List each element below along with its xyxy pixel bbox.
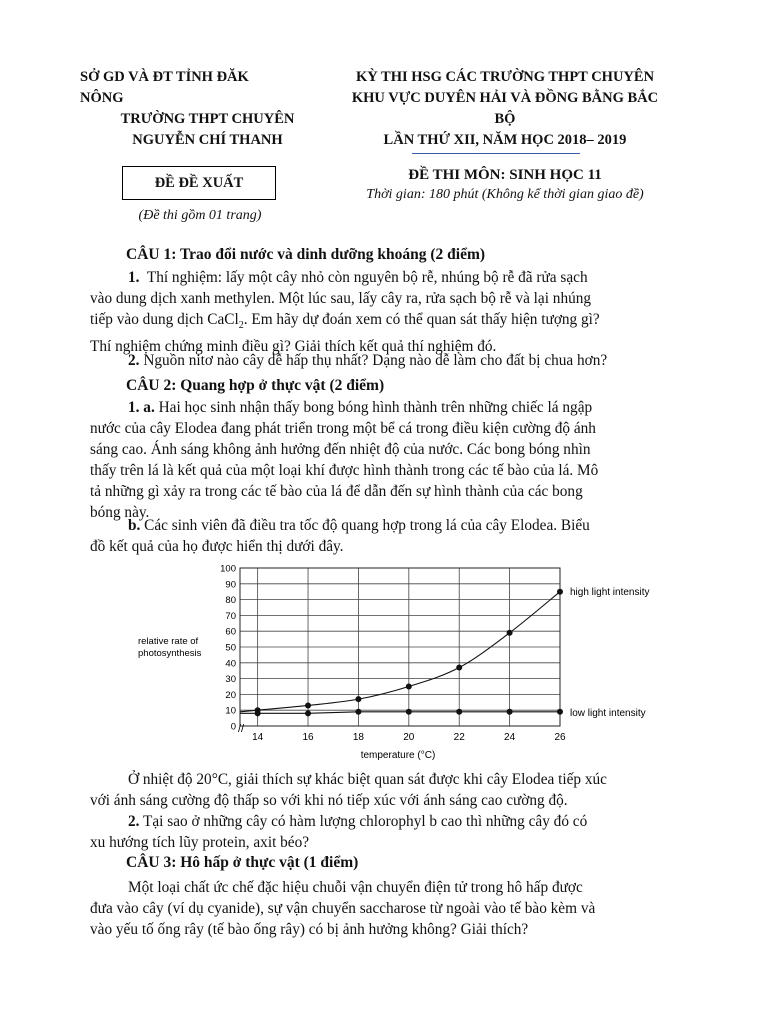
question-2-part-2 bbox=[90, 811, 695, 853]
time-note: Thời gian: 180 phút (Không kể thời gian giao đề) bbox=[366, 187, 644, 202]
q2-b-number: b. bbox=[128, 517, 141, 534]
q2-p2-line2: xu hướng tích lũy protein, axit béo? bbox=[90, 834, 310, 851]
school-line1: TRƯỜNG THPT CHUYÊN bbox=[120, 111, 295, 127]
y-tick-label: 50 bbox=[225, 642, 236, 654]
question-2-part-1a bbox=[90, 397, 695, 523]
data-point-high-light bbox=[305, 702, 311, 708]
q2-a-line3: sáng cao. Ánh sáng không ảnh hưởng đến nhiệt độ của nước. Các bong bóng nhìn bbox=[90, 441, 591, 458]
data-point-high-light bbox=[507, 630, 513, 636]
y-tick-label: 70 bbox=[225, 610, 236, 622]
x-tick-label: 26 bbox=[554, 732, 566, 743]
proposed-label: ĐỀ ĐỀ XUẤT bbox=[154, 175, 244, 191]
q2-after-line2: với ánh sáng cường độ thấp so với khi nó tiếp xúc với ánh sáng cao cường độ. bbox=[90, 792, 568, 809]
q2-p2-number: 2. bbox=[128, 813, 140, 830]
y-tick-label: 80 bbox=[225, 595, 236, 607]
question-1-part-1 bbox=[90, 267, 695, 357]
q1-p1-number: 1. bbox=[128, 269, 140, 286]
title-underline bbox=[412, 153, 580, 154]
data-point-high-light bbox=[456, 665, 462, 671]
question-1-part-2 bbox=[128, 350, 708, 371]
legend-low-light: low light intensity bbox=[570, 708, 646, 719]
pages-note: (Đề thi gồm 01 trang) bbox=[138, 208, 262, 223]
q2-b-line2: đồ kết quả của họ được hiển thị dưới đây. bbox=[90, 538, 344, 555]
exam-title-line3: BỘ bbox=[494, 111, 516, 127]
q1-p1-line3a: tiếp vào dung dịch CaCl bbox=[90, 311, 239, 328]
data-point-high-light bbox=[406, 684, 412, 690]
exam-title-line4: LẦN THỨ XII, NĂM HỌC 2018– 2019 bbox=[383, 132, 627, 148]
y-tick-label: 100 bbox=[220, 563, 236, 575]
q1-p1-line2: vào dung dịch xanh methylen. Một lúc sau, lấy cây ra, rửa sạch bộ rễ và lại nhúng bbox=[90, 290, 592, 307]
question-1-title: CÂU 1: Trao đổi nước và dinh dưỡng khoáng (2 điểm) bbox=[126, 246, 486, 263]
y-tick-labels bbox=[220, 564, 236, 733]
q2-a-line4: thấy trên lá là kết quả của một loại khí được hình thành trong các tế bào của lá. Mô bbox=[90, 462, 599, 479]
data-point-low-light bbox=[507, 709, 513, 715]
data-point-high-light bbox=[557, 589, 563, 595]
y-tick-label: 0 bbox=[230, 721, 236, 733]
q1-p1-subscript: 2 bbox=[238, 320, 244, 332]
y-tick-label: 10 bbox=[225, 705, 236, 717]
data-point-low-light bbox=[255, 710, 261, 716]
data-point-low-light bbox=[557, 709, 563, 715]
y-tick-label: 30 bbox=[225, 674, 236, 686]
data-point-low-light bbox=[456, 709, 462, 715]
question-2-part-1b bbox=[90, 515, 695, 557]
dept-line1: SỞ GD VÀ ĐT TỈNH ĐĂK bbox=[80, 69, 249, 85]
x-tick-label: 14 bbox=[252, 732, 264, 743]
data-point-low-light bbox=[305, 710, 311, 716]
q2-a-number: 1. a. bbox=[128, 399, 155, 416]
series-line-high-light bbox=[240, 592, 560, 712]
q1-p1-line4: Thí nghiệm chứng minh điều gì? Giải thích kết quả thí nghiệm đó. bbox=[90, 338, 497, 356]
x-tick-label: 22 bbox=[453, 732, 465, 743]
question-2-followup bbox=[90, 769, 695, 811]
question-3-title: CÂU 3: Hô hấp ở thực vật (1 điểm) bbox=[126, 854, 359, 871]
q1-p1-line3b: . Em hãy dự đoán xem có thể quan sát thấy hiện tượng gì? bbox=[243, 311, 600, 328]
y-tick-label: 60 bbox=[225, 626, 236, 638]
exam-title-line1: KỲ THI HSG CÁC TRƯỜNG THPT CHUYÊN bbox=[355, 69, 655, 85]
q1-p2-number: 2. bbox=[128, 352, 140, 369]
q2-a-line2: nước của cây Elodea đang phát triển trong một bể cá trong điều kiện cường độ ánh bbox=[90, 420, 596, 437]
q2-after-line1: Ở nhiệt độ 20°C, giải thích sự khác biệt quan sát được khi cây Elodea tiếp xúc bbox=[128, 771, 607, 788]
x-tick-label: 24 bbox=[504, 732, 516, 743]
y-tick-label: 40 bbox=[225, 658, 236, 670]
data-point-high-light bbox=[355, 696, 361, 702]
dept-line2: NÔNG bbox=[80, 90, 124, 106]
dept-name bbox=[80, 67, 290, 109]
q3-line2: đưa vào cây (ví dụ cyanide), sự vận chuyển saccharose từ ngoài vào tế bào kèm và bbox=[90, 900, 596, 917]
q2-a-line5: tả những gì xảy ra trong các tế bào của lá để dẫn đến sự hình thành của các bong bbox=[90, 483, 583, 500]
school-line2: NGUYỄN CHÍ THANH bbox=[132, 132, 283, 148]
data-point-low-light bbox=[406, 709, 412, 715]
x-axis-label: temperature (°C) bbox=[360, 750, 436, 761]
question-2-title: CÂU 2: Quang hợp ở thực vật (2 điểm) bbox=[126, 377, 385, 394]
exam-title bbox=[320, 67, 690, 151]
q1-p2-text: Nguồn nitơ nào cây dễ hấp thụ nhất? Dạng nào dễ làm cho đất bị chua hơn? bbox=[143, 352, 608, 369]
chart-series bbox=[240, 589, 563, 717]
q2-a-line6: bóng này. bbox=[90, 504, 150, 521]
y-axis-label-line1: relative rate of bbox=[138, 636, 199, 647]
question-3-body bbox=[90, 877, 695, 940]
x-tick-label: 18 bbox=[352, 732, 364, 743]
q3-line3: vào yếu tố ống rây (tế bào ống rây) có bị ảnh hưởng không? Giải thích? bbox=[90, 921, 529, 938]
chart-grid bbox=[240, 568, 560, 726]
data-point-low-light bbox=[355, 709, 361, 715]
y-axis-label-line2: photosynthesis bbox=[138, 648, 202, 659]
q2-b-line1: Các sinh viên đã điều tra tốc độ quang hợp trong lá của cây Elodea. Biểu bbox=[144, 517, 590, 534]
subject-title: ĐỀ THI MÔN: SINH HỌC 11 bbox=[408, 167, 602, 183]
x-tick-labels bbox=[252, 732, 566, 743]
legend-high-light: high light intensity bbox=[570, 587, 650, 598]
axis-break-mark: // bbox=[237, 723, 245, 735]
x-tick-label: 16 bbox=[302, 732, 314, 743]
q2-a-line1: Hai học sinh nhận thấy bong bóng hình thành trên những chiếc lá ngập bbox=[158, 399, 593, 416]
school-name bbox=[100, 109, 315, 151]
y-tick-label: 90 bbox=[225, 579, 236, 591]
x-tick-label: 20 bbox=[403, 732, 415, 743]
photosynthesis-chart bbox=[130, 558, 690, 764]
q3-line1: Một loại chất ức chế đặc hiệu chuỗi vận chuyển điện tử trong hô hấp được bbox=[128, 879, 583, 896]
q2-p2-line1: Tại sao ở những cây có hàm lượng chlorophyl b cao thì những cây đó có bbox=[143, 813, 588, 830]
proposed-exam-box bbox=[122, 166, 276, 200]
y-tick-label: 20 bbox=[225, 689, 236, 701]
exam-title-line2: KHU VỰC DUYÊN HẢI VÀ ĐỒNG BẰNG BẮC bbox=[351, 90, 659, 106]
q1-p1-line1: Thí nghiệm: lấy một cây nhỏ còn nguyên bộ rễ, nhúng bộ rễ đã rửa sạch bbox=[146, 269, 588, 286]
